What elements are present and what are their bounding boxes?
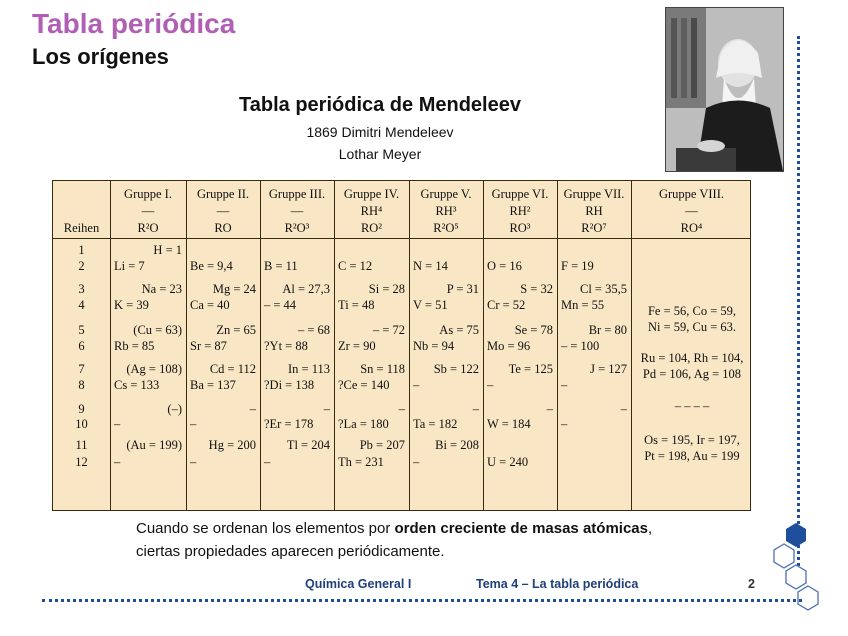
table-cell: S = 32 xyxy=(520,282,553,296)
mendeleev-title: Tabla periódica de Mendeleev xyxy=(239,94,521,116)
table-cell: As = 75 xyxy=(439,323,479,337)
group-4-formula-a: RH⁴ xyxy=(360,204,383,218)
table-cell: Bi = 208 xyxy=(435,438,479,452)
table-cell: Cl = 35,5 xyxy=(580,282,627,296)
group8-block2-line2: Pd = 106, Ag = 108 xyxy=(642,367,742,381)
table-cell: Cd = 112 xyxy=(209,362,256,376)
caption-line-2: Lothar Meyer xyxy=(338,146,422,162)
group-1-formula-b: R²O xyxy=(137,221,159,235)
table-cell: K = 39 xyxy=(114,298,149,312)
table-cell: Ca = 40 xyxy=(190,298,230,312)
row-number: 5 xyxy=(78,323,85,337)
row-number: 7 xyxy=(78,362,85,376)
note-text-part2: , xyxy=(647,520,653,537)
group-8-formula-b: RO⁴ xyxy=(680,221,703,235)
group8-block4-line1: Os = 195, Ir = 197, xyxy=(644,433,740,447)
table-cell: V = 51 xyxy=(413,298,448,312)
group-5-formula-a: RH³ xyxy=(435,204,457,218)
table-cell: Hg = 200 xyxy=(208,438,256,452)
group-8-header: Gruppe VIII. xyxy=(658,187,725,201)
table-cell: – = 44 xyxy=(264,298,297,312)
table-cell: – = 100 xyxy=(561,339,600,353)
group-3-header: Gruppe III. xyxy=(268,187,326,201)
group8-block2-line1: Ru = 104, Rh = 104, xyxy=(640,351,744,365)
group8-block1-line1: Fe = 56, Co = 59, xyxy=(647,304,737,318)
table-cell: Al = 27,3 xyxy=(282,282,330,296)
table-cell: Ti = 48 xyxy=(338,298,375,312)
table-cell: Br = 80 xyxy=(588,323,627,337)
group8-block3: – – – – xyxy=(674,399,710,413)
table-cell: – xyxy=(413,378,420,392)
table-cell: – xyxy=(472,402,479,416)
table-cell: B = 11 xyxy=(264,259,298,273)
table-cell: – xyxy=(487,378,494,392)
table-cell: H = 1 xyxy=(153,243,182,257)
group-3-formula-b: R²O³ xyxy=(284,221,310,235)
reihen-header: Reihen xyxy=(63,221,100,235)
row-number: 6 xyxy=(78,339,85,353)
table-cell: Si = 28 xyxy=(368,282,405,296)
group-5-formula-b: R²O⁵ xyxy=(433,221,459,235)
table-cell: Zn = 65 xyxy=(216,323,256,337)
table-cell: U = 240 xyxy=(487,455,529,469)
group-2-header: Gruppe II. xyxy=(196,187,250,201)
footer-course: Química General I xyxy=(305,577,412,591)
table-cell: Pb = 207 xyxy=(359,438,405,452)
table-cell: N = 14 xyxy=(413,259,448,273)
table-cell: Sr = 87 xyxy=(190,339,227,353)
table-cell: Th = 231 xyxy=(338,455,384,469)
table-cell: Li = 7 xyxy=(114,259,145,273)
table-cell: Sb = 122 xyxy=(433,362,479,376)
table-cell: Sn = 118 xyxy=(360,362,405,376)
table-cell: Mo = 96 xyxy=(487,339,531,353)
table-cell: – xyxy=(264,455,271,469)
table-cell: Te = 125 xyxy=(508,362,553,376)
table-cell: (–) xyxy=(167,402,182,416)
group-7-header: Gruppe VII. xyxy=(563,187,625,201)
table-cell: (Ag = 108) xyxy=(126,362,182,376)
row-number: 10 xyxy=(75,417,88,431)
hexagon-decoration-icon xyxy=(770,520,822,620)
table-cell: – xyxy=(190,455,197,469)
table-cell: O = 16 xyxy=(487,259,522,273)
slide-subtitle: Los orígenes xyxy=(32,44,169,69)
row-number: 9 xyxy=(78,402,85,416)
group-1-header: Gruppe I. xyxy=(124,187,172,201)
table-cell: Ba = 137 xyxy=(190,378,236,392)
group-2-formula-a: — xyxy=(216,204,230,218)
table-cell: Na = 23 xyxy=(141,282,182,296)
table-cell: (Au = 199) xyxy=(126,438,182,452)
table-cell: Cr = 52 xyxy=(487,298,526,312)
table-cell: – xyxy=(561,378,568,392)
group8-block1-line2: Ni = 59, Cu = 63. xyxy=(647,320,737,334)
vertical-dotted-rule xyxy=(797,36,800,566)
table-cell: (Cu = 63) xyxy=(133,323,182,337)
row-number: 1 xyxy=(78,243,85,257)
group-4-formula-b: RO² xyxy=(360,221,383,235)
table-cell: P = 31 xyxy=(446,282,479,296)
table-cell: – xyxy=(546,402,553,416)
row-number: 3 xyxy=(78,282,85,296)
mendeleev-table xyxy=(52,180,751,511)
table-cell: Zr = 90 xyxy=(338,339,376,353)
row-number: 11 xyxy=(75,438,88,452)
table-cell: W = 184 xyxy=(487,417,531,431)
table-cell: ?Ce = 140 xyxy=(338,378,390,392)
table-cell: Mn = 55 xyxy=(561,298,605,312)
table-cell: – xyxy=(398,402,405,416)
table-cell: In = 113 xyxy=(288,362,330,376)
table-cell: – xyxy=(413,455,420,469)
table-cell: – xyxy=(190,417,197,431)
table-cell: Tl = 204 xyxy=(286,438,330,452)
row-number: 12 xyxy=(75,455,88,469)
group-8-formula-a: — xyxy=(685,204,698,218)
table-cell: ?Di = 138 xyxy=(264,378,315,392)
group-3-formula-a: — xyxy=(290,204,304,218)
caption-line-1: 1869 Dimitri Mendeleev xyxy=(306,124,454,140)
note-text-line2: ciertas propiedades aparecen periódicamente. xyxy=(136,543,445,560)
table-cell: – xyxy=(561,417,568,431)
group8-block4-line2: Pt = 198, Au = 199 xyxy=(644,449,740,463)
table-cell: – xyxy=(249,402,256,416)
row-number: 8 xyxy=(78,378,85,392)
table-cell: ?Er = 178 xyxy=(264,417,314,431)
page-number: 2 xyxy=(748,577,755,591)
slide-title: Tabla periódica xyxy=(32,8,236,39)
table-cell: F = 19 xyxy=(561,259,594,273)
group-5-header: Gruppe V. xyxy=(420,187,472,201)
table-cell: Mg = 24 xyxy=(212,282,256,296)
table-cell: – xyxy=(323,402,330,416)
table-cell: ?Yt = 88 xyxy=(264,339,308,353)
row-number: 2 xyxy=(78,259,85,273)
group-4-header: Gruppe IV. xyxy=(343,187,400,201)
note-text-part1: Cuando se ordenan los elementos por xyxy=(136,520,395,537)
table-cell: Nb = 94 xyxy=(413,339,455,353)
group-6-header: Gruppe VI. xyxy=(491,187,549,201)
table-cell: – xyxy=(114,455,121,469)
row-number: 4 xyxy=(78,298,85,312)
table-cell: C = 12 xyxy=(338,259,373,273)
note-text-bold: orden creciente de masas atómicas xyxy=(394,520,648,537)
group-6-formula-a: RH² xyxy=(509,204,531,218)
table-cell: J = 127 xyxy=(590,362,627,376)
table-cell: Be = 9,4 xyxy=(190,259,233,273)
table-cell: Ta = 182 xyxy=(413,417,458,431)
group-6-formula-b: RO³ xyxy=(509,221,531,235)
group-7-formula-b: R²O⁷ xyxy=(581,221,607,235)
footer-topic: Tema 4 – La tabla periódica xyxy=(476,577,639,591)
group-1-formula-a: — xyxy=(141,204,155,218)
table-cell: – = 72 xyxy=(372,323,405,337)
table-cell: Rb = 85 xyxy=(114,339,155,353)
table-cell: ?La = 180 xyxy=(338,417,389,431)
table-cell: – xyxy=(620,402,627,416)
group-7-formula-a: RH xyxy=(585,204,603,218)
table-cell: Cs = 133 xyxy=(114,378,160,392)
horizontal-dotted-rule xyxy=(42,599,802,602)
table-cell: – = 68 xyxy=(297,323,330,337)
table-cell: Se = 78 xyxy=(514,323,553,337)
table-cell: – xyxy=(114,417,121,431)
group-2-formula-b: RO xyxy=(214,221,232,235)
explanatory-note xyxy=(136,517,652,563)
